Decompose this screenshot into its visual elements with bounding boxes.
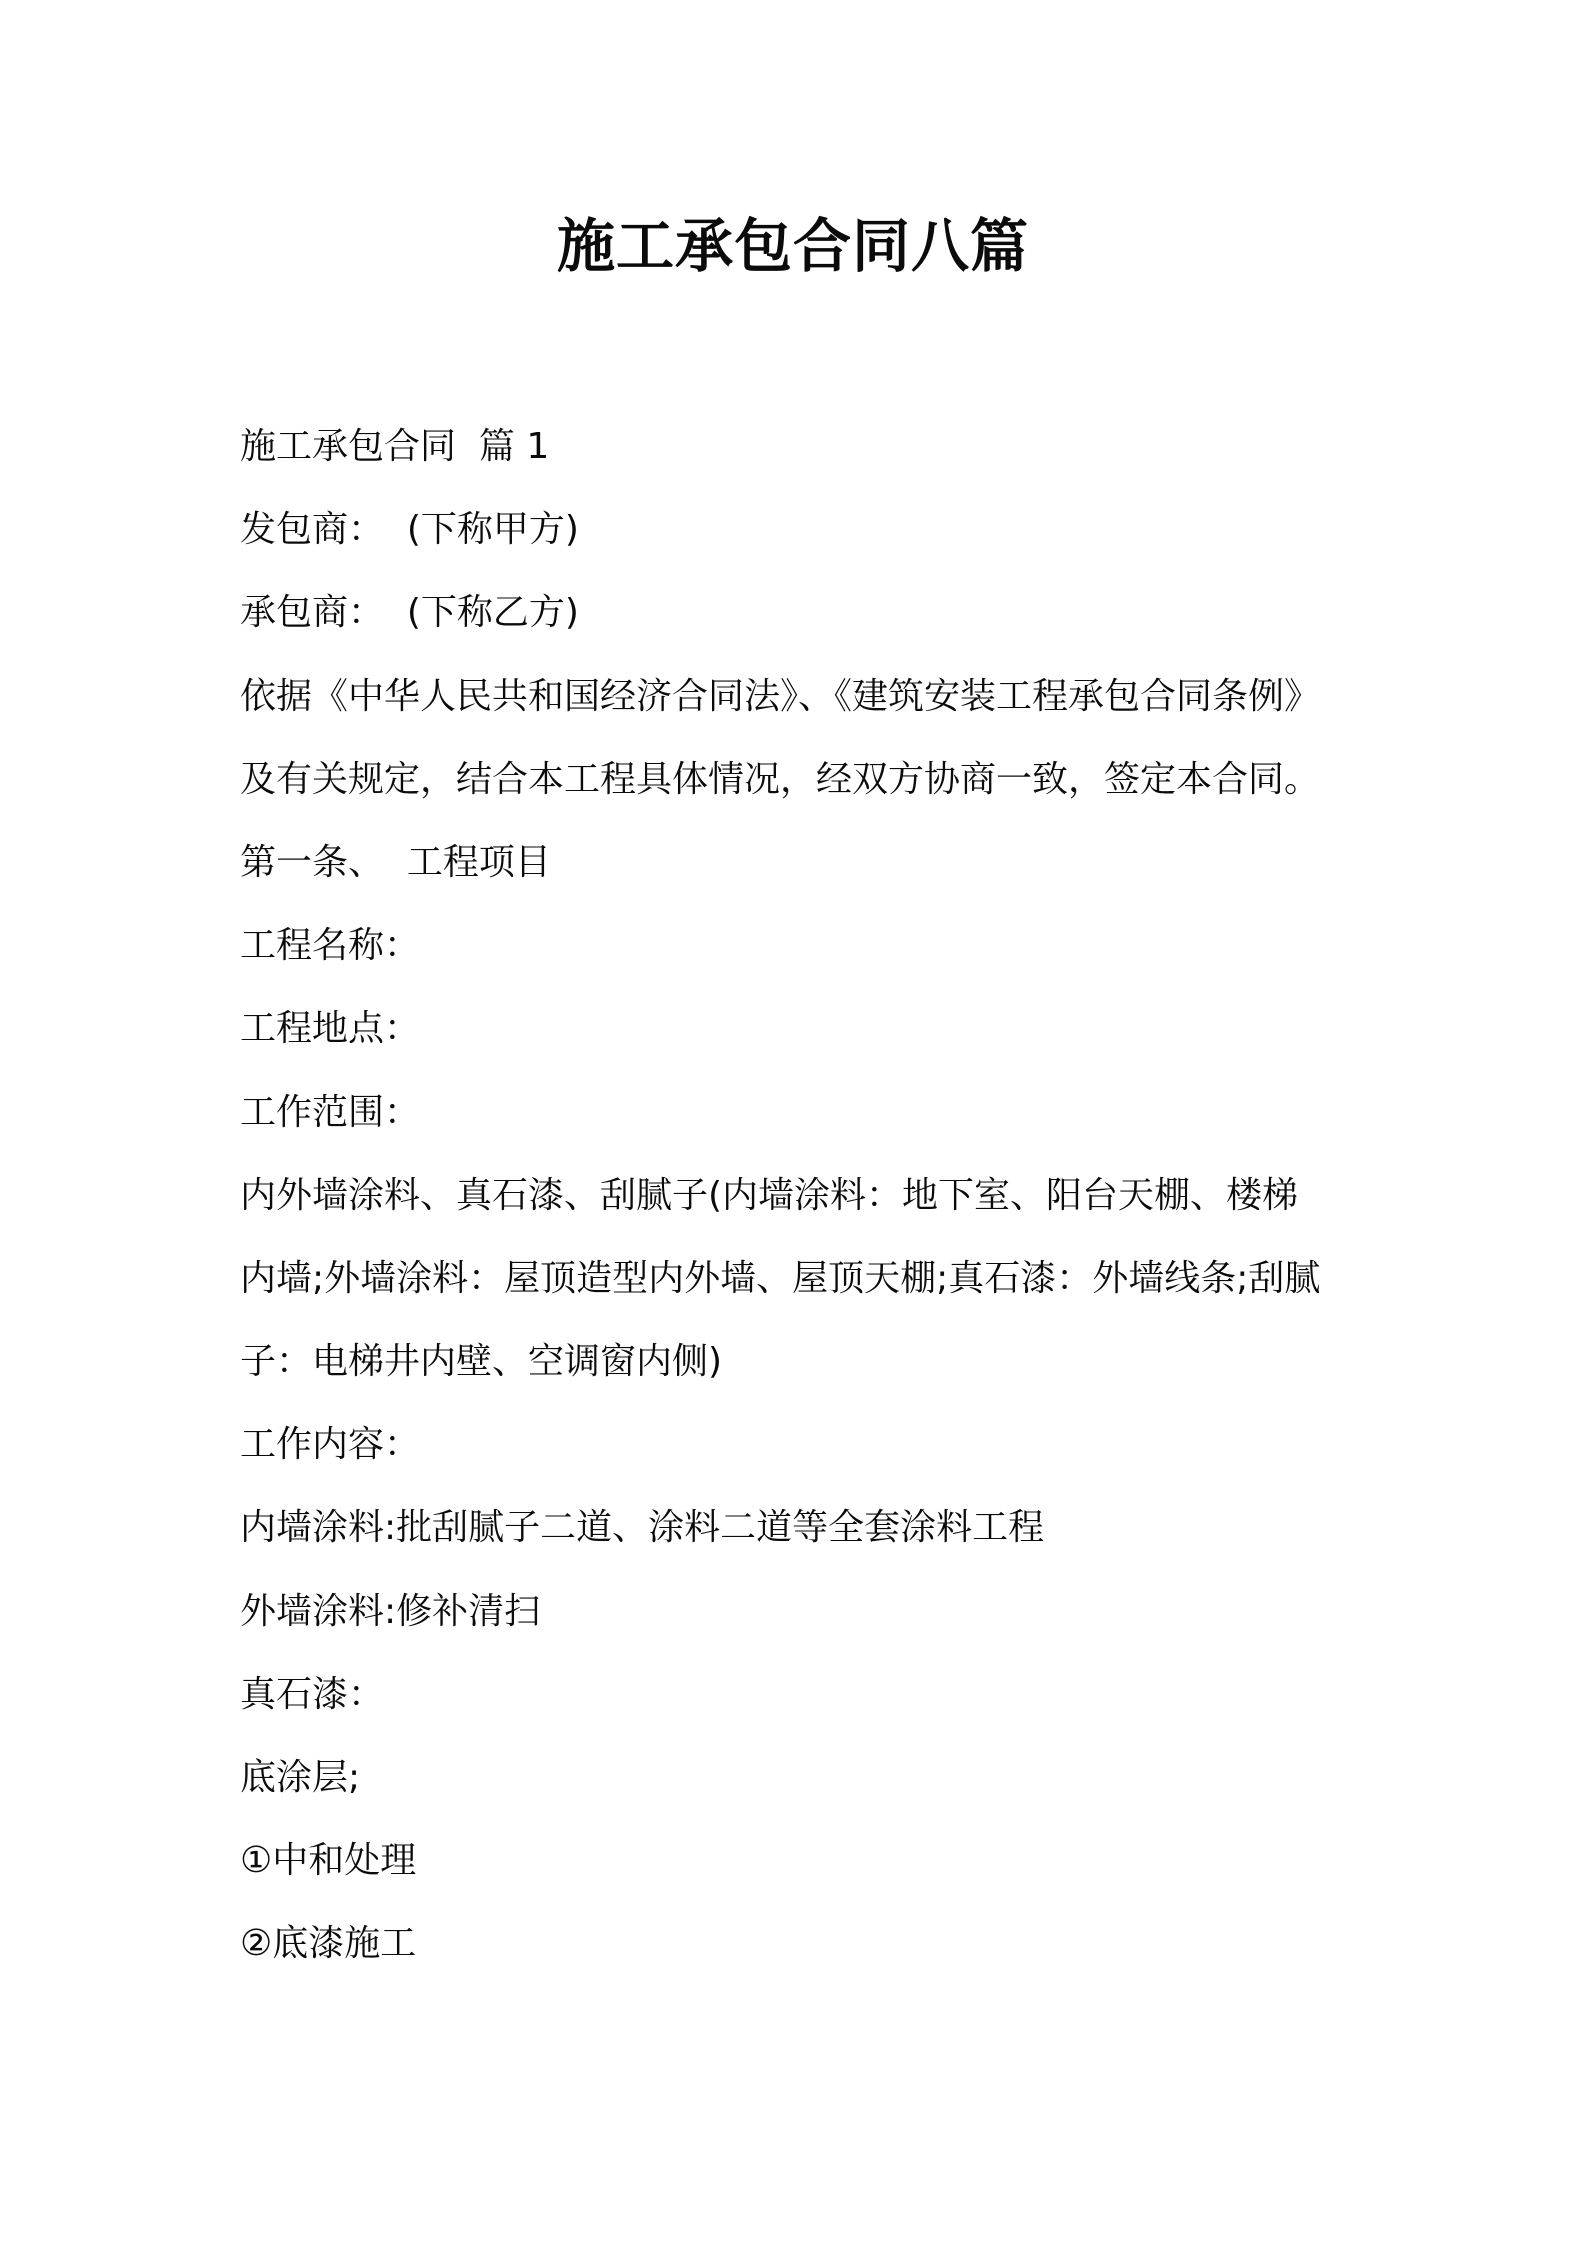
project-location-label: 工程地点： xyxy=(240,1008,421,1050)
article-1-heading: 第一条、 工程项目 xyxy=(240,841,551,883)
work-content-label: 工作内容： xyxy=(240,1424,421,1466)
work-scope-label: 工作范围： xyxy=(240,1091,421,1133)
work-scope-line-3: 子：电梯井内壁、空调窗内侧) xyxy=(240,1341,723,1383)
document-title: 施工承包合同八篇 xyxy=(556,212,1029,280)
step-1-line: ①中和处理 xyxy=(240,1840,417,1882)
project-name-label: 工程名称： xyxy=(240,925,421,967)
document-body xyxy=(240,405,1360,1986)
exterior-coating-line: 外墙涂料:修补清扫 xyxy=(240,1590,541,1632)
interior-coating-line: 内墙涂料:批刮腻子二道、涂料二道等全套涂料工程 xyxy=(240,1507,1045,1549)
base-coat-label: 底涂层; xyxy=(240,1757,361,1798)
step-2-line: ②底漆施工 xyxy=(240,1923,417,1965)
section-heading: 施工承包合同 篇 1 xyxy=(240,426,550,467)
party-a-line: 发包商： (下称甲方) xyxy=(240,509,579,551)
stone-paint-label: 真石漆： xyxy=(240,1673,385,1715)
basis-line-2: 及有关规定，结合本工程具体情况，经双方协商一致，签定本合同。 xyxy=(240,758,1321,800)
basis-line-1: 依据《中华人民共和国经济合同法》、《建筑安装工程承包合同条例》 xyxy=(240,675,1321,717)
work-scope-line-2: 内墙;外墙涂料：屋顶造型内外墙、屋顶天棚;真石漆：外墙线条;刮腻 xyxy=(240,1257,1321,1299)
party-b-line: 承包商： (下称乙方) xyxy=(240,592,579,634)
work-scope-line-1: 内外墙涂料、真石漆、刮腻子(内墙涂料：地下室、阳台天棚、楼梯 xyxy=(240,1174,1299,1216)
